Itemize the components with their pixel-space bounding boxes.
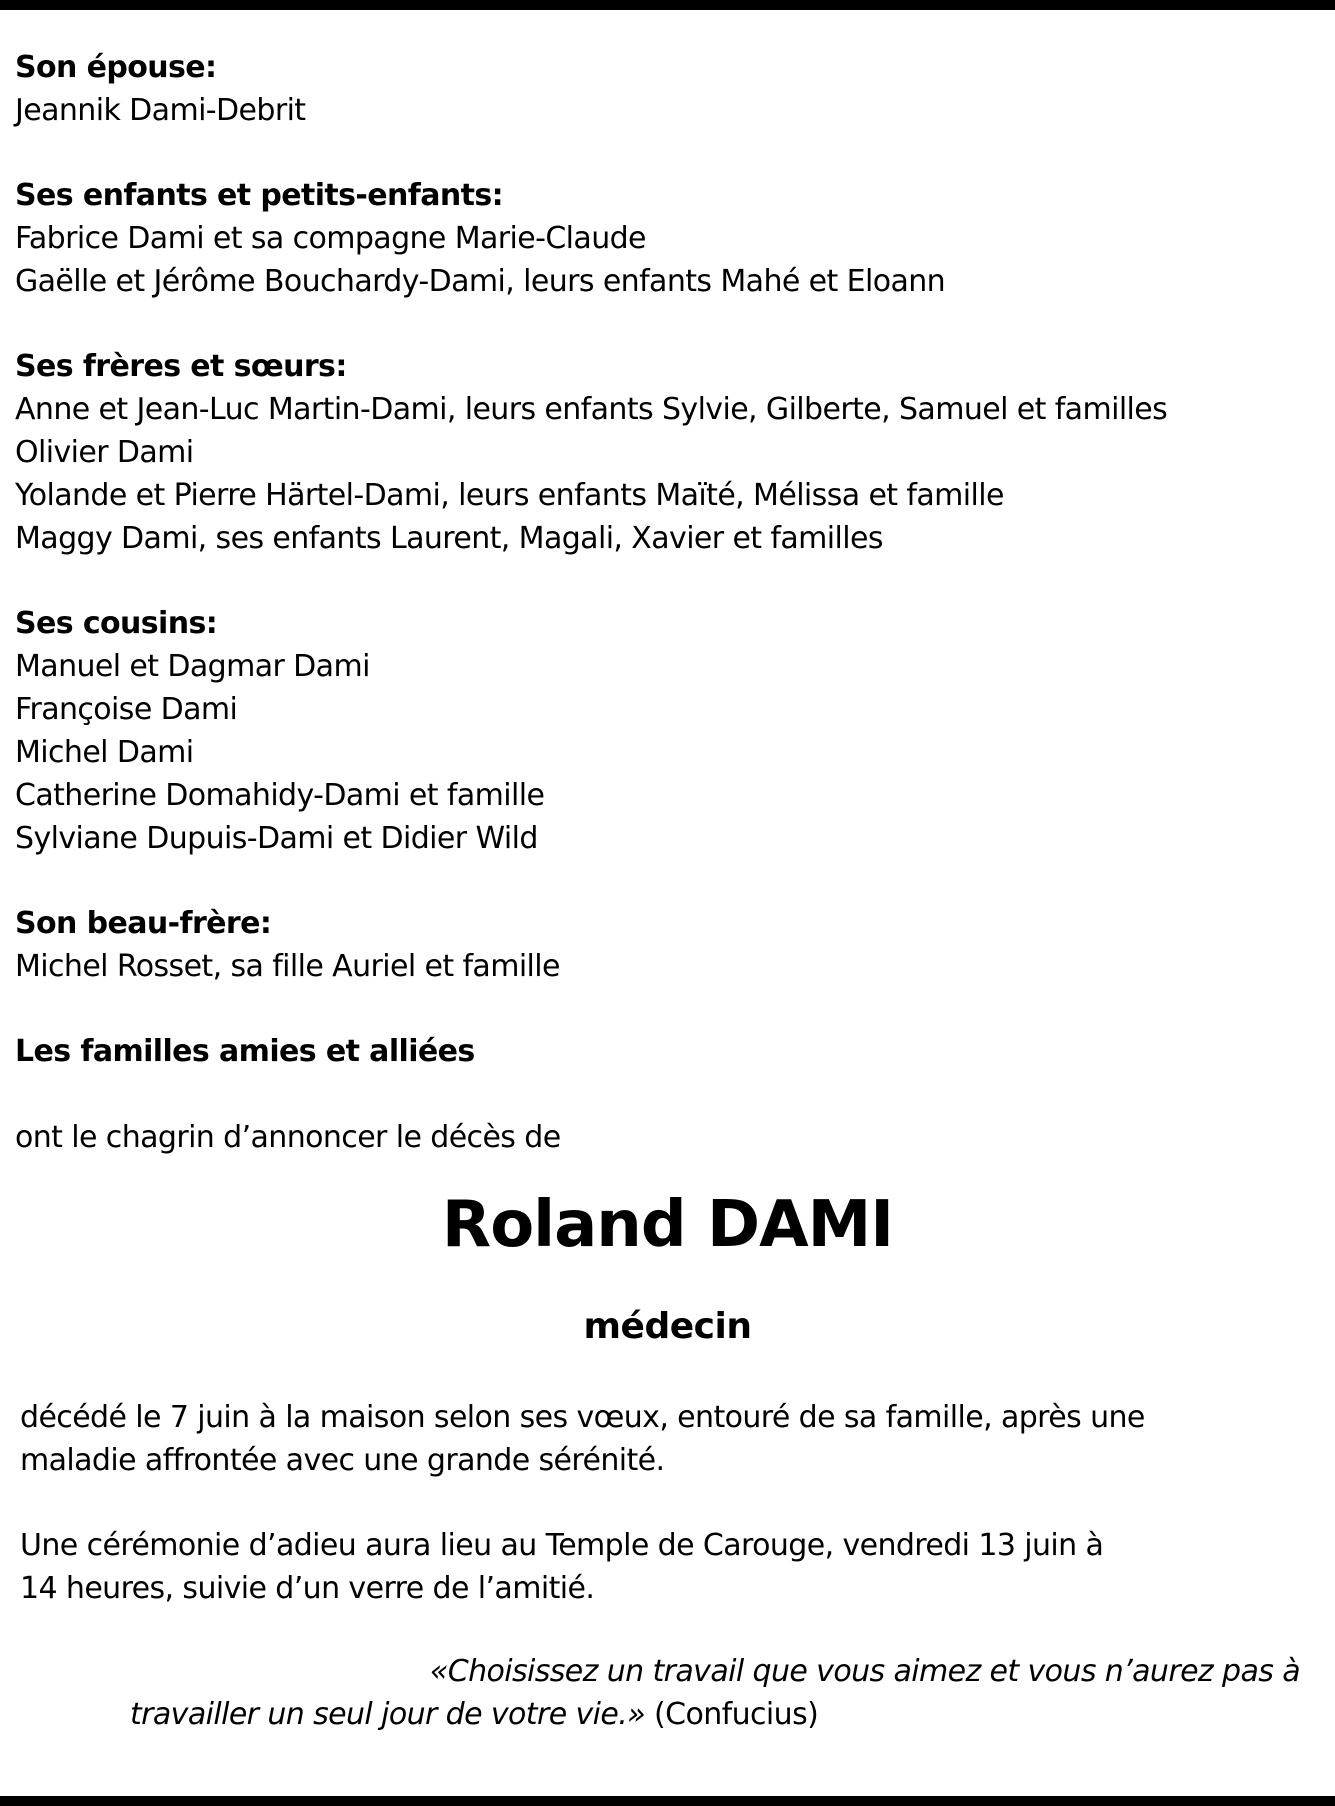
death-line: maladie affrontée avec une grande sérénité.: [20, 1443, 665, 1478]
siblings-heading: Ses frères et sœurs:: [15, 349, 347, 384]
quote-line-last: [130, 1693, 1300, 1736]
quote-text: travailler un seul jour de votre vie.»: [130, 1697, 646, 1732]
cousins-line: Manuel et Dagmar Dami: [15, 649, 370, 684]
death-line: décédé le 7 juin à la maison selon ses vœux, entouré de sa famille, après une: [20, 1400, 1145, 1435]
cousins-line: Catherine Domahidy-Dami et famille: [15, 778, 545, 813]
siblings-line: Olivier Dami: [15, 435, 194, 470]
siblings-line: Maggy Dami, ses enfants Laurent, Magali, Xavier et familles: [15, 521, 883, 556]
spouse-line: Jeannik Dami-Debrit: [15, 93, 306, 128]
top-rule: [0, 0, 1335, 10]
friends-heading: Les familles amies et alliées: [15, 1034, 475, 1069]
cousins-line: Sylviane Dupuis-Dami et Didier Wild: [15, 821, 538, 856]
quote-source: (Confucius): [654, 1697, 819, 1732]
ceremony-line: 14 heures, suivie d’un verre de l’amitié.: [20, 1571, 595, 1606]
children-line: Gaëlle et Jérôme Bouchardy-Dami, leurs enfants Mahé et Eloann: [15, 264, 946, 299]
cousins-line: Michel Dami: [15, 735, 194, 770]
ceremony-line: Une cérémonie d’adieu aura lieu au Temple de Carouge, vendredi 13 juin à: [20, 1528, 1104, 1563]
children-heading: Ses enfants et petits-enfants:: [15, 178, 504, 213]
death-notice-body: [20, 1396, 1320, 1610]
bottom-rule: [0, 1796, 1335, 1806]
siblings-line: Anne et Jean-Luc Martin-Dami, leurs enfants Sylvie, Gilberte, Samuel et familles: [15, 392, 1168, 427]
quote-block: [130, 1650, 1300, 1736]
family-list: [15, 46, 1315, 1159]
cousins-heading: Ses cousins:: [15, 606, 218, 641]
spouse-heading: Son épouse:: [15, 50, 217, 85]
children-line: Fabrice Dami et sa compagne Marie-Claude: [15, 221, 646, 256]
siblings-line: Yolande et Pierre Härtel-Dami, leurs enfants Maïté, Mélissa et famille: [15, 478, 1004, 513]
announcement-text: ont le chagrin d’annoncer le décès de: [15, 1120, 561, 1155]
deceased-name: Roland DAMI: [441, 1188, 894, 1262]
cousins-line: Françoise Dami: [15, 692, 238, 727]
quote-line: «Choisissez un travail que vous aimez et vous n’aurez pas à: [429, 1654, 1300, 1689]
brother-in-law-line: Michel Rosset, sa fille Auriel et famille: [15, 949, 560, 984]
brother-in-law-heading: Son beau-frère:: [15, 906, 272, 941]
deceased-profession: médecin: [583, 1306, 752, 1347]
